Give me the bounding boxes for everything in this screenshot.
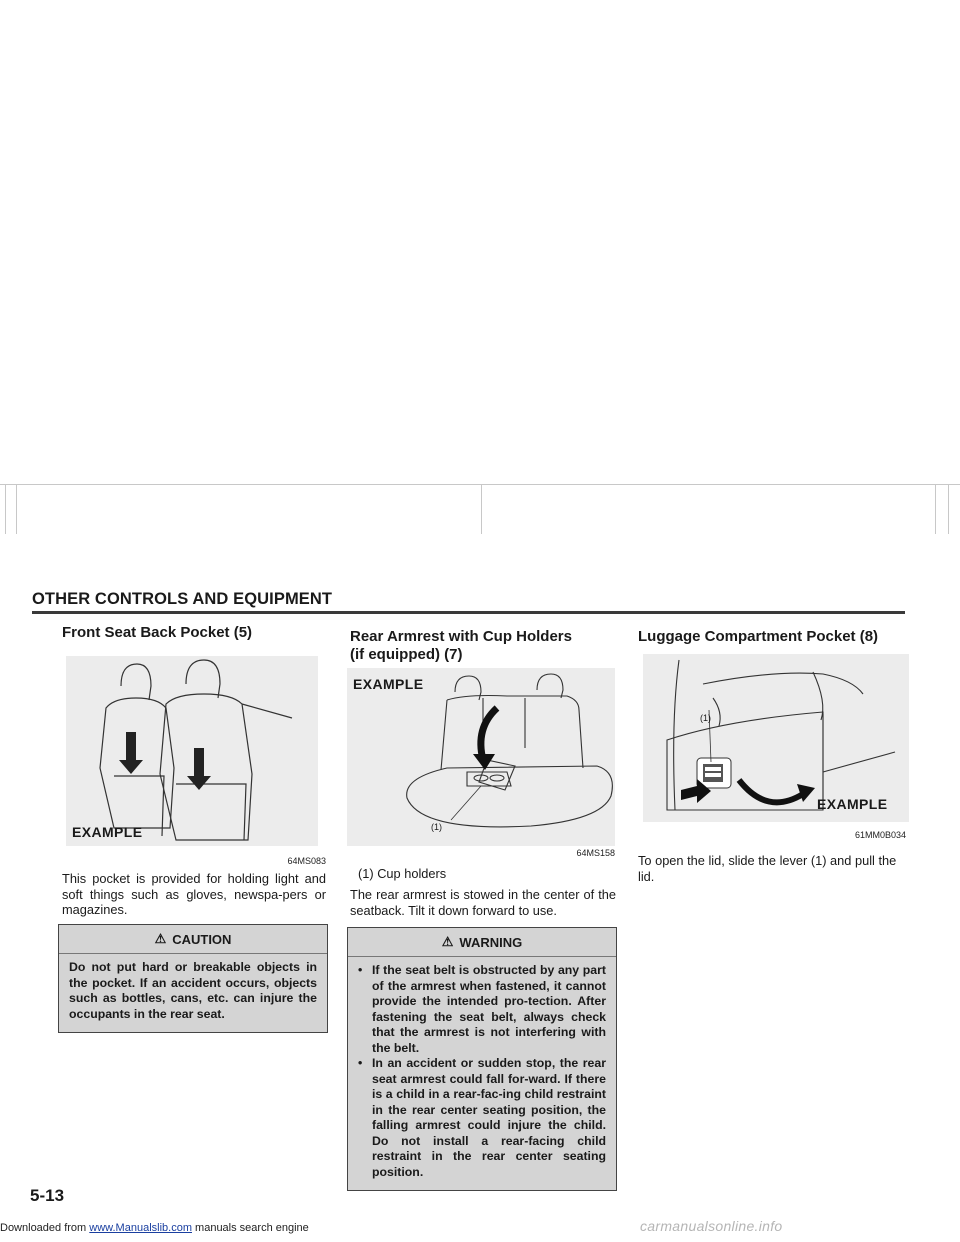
figure-luggage-pocket	[643, 654, 909, 822]
trim-mark-center	[481, 484, 482, 534]
heading-rear-armrest-line1: Rear Armrest with Cup Holders	[350, 628, 572, 645]
warning-triangle-icon: ⚠	[154, 931, 167, 946]
warning-triangle-icon: ⚠	[441, 934, 454, 949]
caution-header	[59, 925, 327, 954]
paragraph-front-pocket: This pocket is provided for holding light and soft things such as gloves, newspa-pers or magazines.	[62, 871, 326, 917]
figure-label-example: EXAMPLE	[353, 676, 424, 692]
caution-box	[58, 924, 328, 1033]
page-number: 5-13	[30, 1186, 65, 1205]
watermark: carmanualsonline.info	[640, 1218, 783, 1234]
bullet-dot: •	[358, 1056, 363, 1070]
section-header: OTHER CONTROLS AND EQUIPMENT	[32, 590, 333, 608]
footer-suffix: manuals search engine	[191, 1222, 309, 1234]
rear-seat-illustration	[347, 668, 615, 846]
bullet-dot: •	[358, 963, 363, 977]
paragraph-rear-armrest: The rear armrest is stowed in the center of the seatback. Tilt it down forward to use.	[350, 887, 616, 918]
figure-front-seat-pocket	[66, 656, 318, 846]
warning-header	[348, 928, 616, 957]
trim-mark-left-inner	[16, 484, 17, 534]
caution-text: Do not put hard or breakable objects in the pocket. If an accident occurs, objects such as bottles, cans, etc. can injure the occupants in the rear seat.	[59, 954, 327, 1032]
heading-front-seat-back-pocket: Front Seat Back Pocket (5)	[62, 624, 253, 641]
warning-box	[347, 927, 617, 1191]
heading-rear-armrest	[350, 628, 572, 664]
trim-mark-right-inner	[935, 484, 936, 534]
paragraph-luggage-pocket: To open the lid, slide the lever (1) and pull the lid.	[638, 853, 897, 884]
arrow-down-icon	[119, 732, 143, 774]
curved-arrow-icon	[739, 780, 803, 802]
heading-luggage-pocket: Luggage Compartment Pocket (8)	[638, 628, 879, 645]
figure-id: 61MM0B034	[854, 830, 906, 840]
figure-id: 64MS083	[287, 856, 326, 866]
caution-title: CAUTION	[172, 931, 232, 947]
footer-prefix: Downloaded from	[0, 1222, 90, 1234]
warning-bullet: • In an accident or sudden stop, the rear seat armrest could fall for-ward. If there is a child in a rear-fac-ing child restraint in the rear center seating position, the falling armrest could injure the child. Do not install a rear-facing child restraint in the rear center seating position.	[358, 1056, 606, 1179]
trim-mark-right-outer	[948, 484, 949, 534]
heading-rear-armrest-line2: (if equipped) (7)	[350, 646, 463, 663]
download-footer	[0, 1222, 309, 1234]
figure-id: 64MS158	[576, 848, 615, 858]
figure-label-example: EXAMPLE	[72, 824, 143, 840]
warning-title: WARNING	[459, 934, 523, 950]
figure-label-example: EXAMPLE	[817, 796, 888, 812]
caption-cup-holders: (1) Cup holders	[358, 866, 447, 881]
header-rule	[32, 611, 905, 614]
warning-bullet: • If the seat belt is obstructed by any part of the armrest when fastened, it cannot provide the intended pro-tection. After fastening the seat belt, always check that the armrest is not interfering with the belt.	[358, 963, 606, 1055]
footer-link[interactable]: www.Manualslib.com	[89, 1222, 192, 1234]
callout-1: (1)	[431, 822, 442, 832]
front-seat-illustration	[66, 656, 318, 846]
callout-1: (1)	[700, 713, 711, 723]
trim-mark-left-outer	[5, 484, 6, 534]
figure-rear-armrest	[347, 668, 615, 846]
warning-body	[348, 957, 616, 1190]
trim-line-top	[0, 484, 960, 485]
